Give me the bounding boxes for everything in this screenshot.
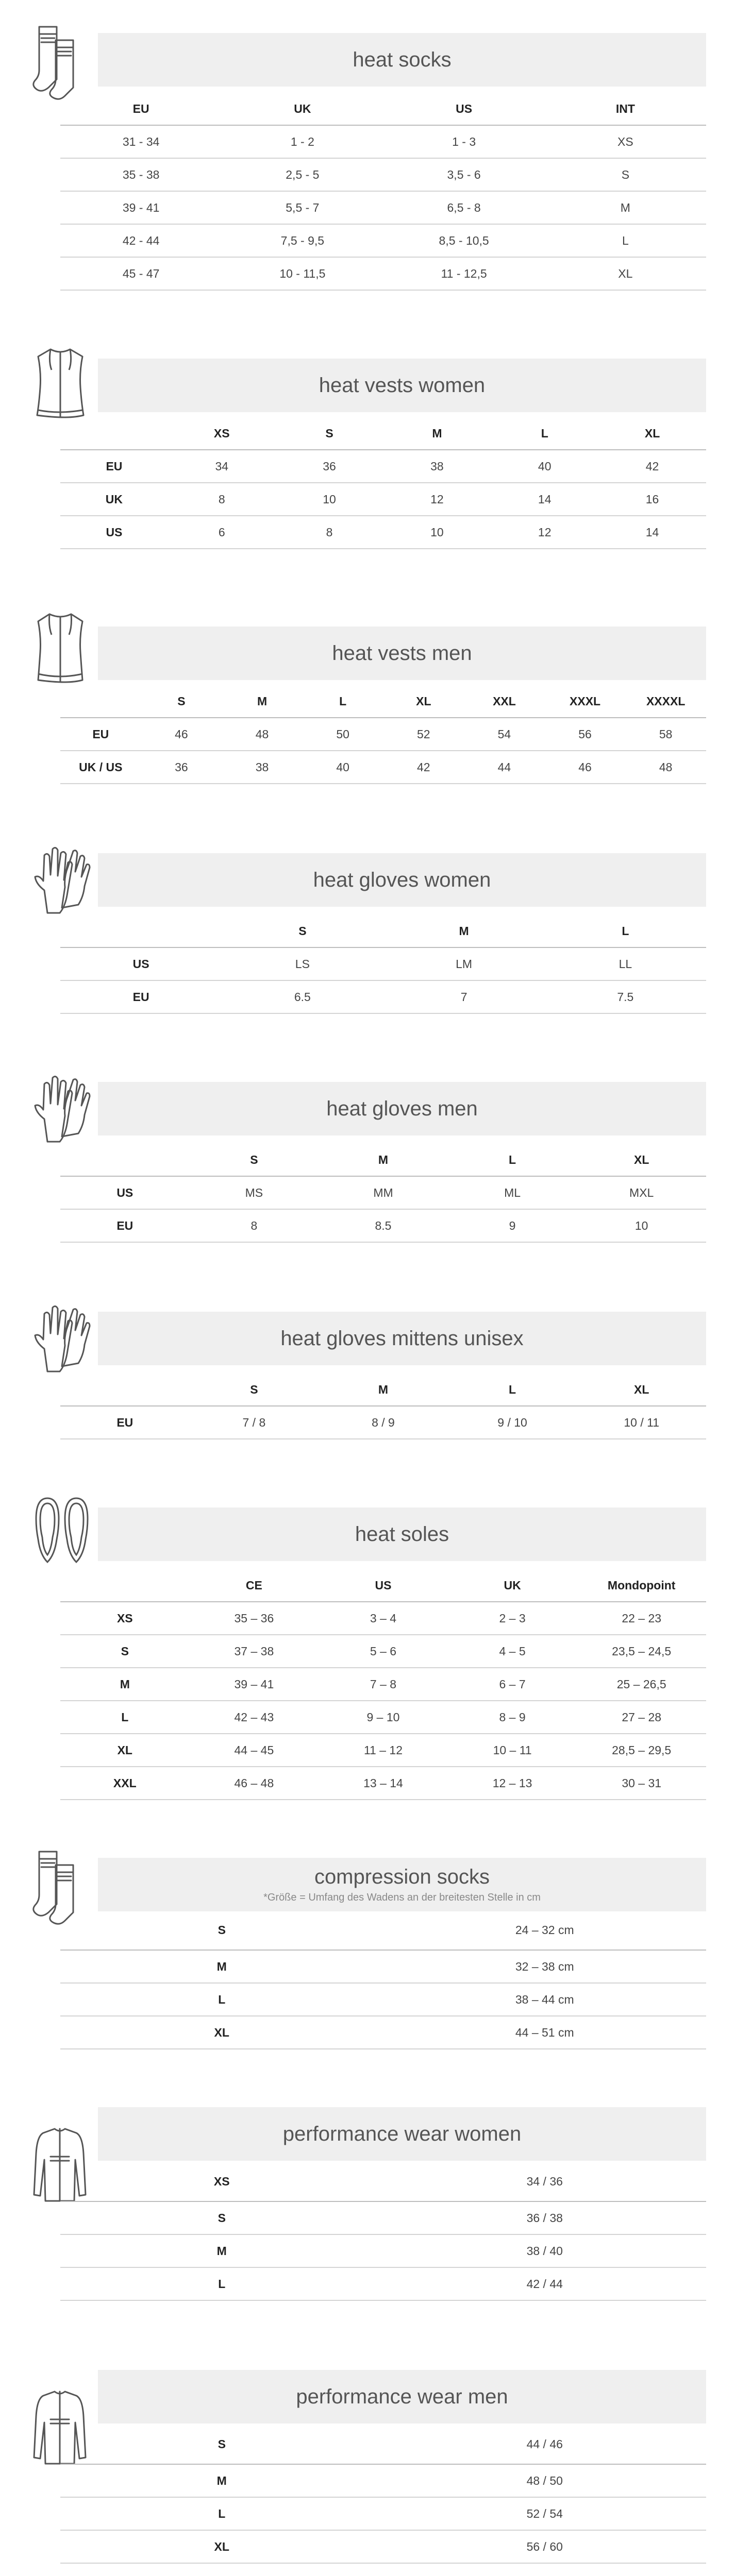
column-header: XXL [493,694,516,708]
column-header: M [378,1153,389,1166]
table-row [60,2267,706,2300]
table-cell: 56 [578,727,592,741]
section-title: heat soles [355,1523,449,1546]
table-row [60,1734,706,1767]
table-cell: 16 [645,492,659,506]
table-cell: 8.5 [375,1218,392,1232]
table-cell: 12 [538,525,552,539]
table-row [60,257,706,290]
table-row [60,1406,706,1439]
column-header [60,417,168,450]
column-header: XL [633,1382,649,1396]
size-table [60,1910,706,2049]
row-label: S [121,1644,129,1658]
table-cell: 52 [417,727,430,741]
row-label: L [218,2277,226,2291]
table-header-row [60,685,706,718]
table-cell: 4 – 5 [499,1644,526,1658]
row-label: EU [106,459,123,473]
table-cell: XS [617,134,633,148]
gloves-icon [32,841,94,918]
column-header: M [459,924,469,938]
table-header-row [60,93,706,125]
table-cell: 9 / 10 [497,1415,527,1429]
table-cell: 8 [250,1218,258,1232]
table-cell: 46 [175,727,188,741]
section-title-banner [98,626,706,680]
table-cell: 7 [460,990,467,1004]
section-heat-socks [0,0,752,319]
column-header [60,685,141,718]
section-title: heat vests men [332,642,472,665]
size-table [60,1144,706,1243]
section-title: heat socks [353,48,452,71]
column-header: XXXL [570,694,601,708]
table-row [60,980,706,1013]
table-cell: 10 – 11 [493,1743,532,1757]
column-header: INT [615,101,635,115]
row-label: EU [116,1218,133,1232]
row-label: M [216,2244,227,2258]
table-cell: 2,5 - 5 [286,167,320,181]
column-header: M [378,1382,389,1396]
table-cell: 38 [255,760,269,774]
table-cell: 27 – 28 [622,1710,662,1724]
table-cell: 23,5 – 24,5 [612,1644,672,1658]
table-row [60,1910,706,1950]
column-header: XL [644,426,660,440]
table-row [60,1983,706,2016]
column-header: UK [504,1578,521,1592]
table-row [60,2016,706,2049]
table-row [60,158,706,191]
row-label: EU [116,1415,133,1429]
table-cell: 12 – 13 [492,1776,532,1790]
table-cell: 6.5 [294,990,311,1004]
size-table [60,685,706,784]
table-cell: 50 [336,727,349,741]
table-cell: 38 [430,459,444,473]
column-header: Mondopoint [607,1578,676,1592]
table-cell: 25 – 26,5 [616,1677,666,1691]
table-cell: 54 [497,727,511,741]
row-label: EU [92,727,109,741]
table-row [60,2162,706,2201]
column-header: S [298,924,307,938]
table-cell: 6,5 - 8 [447,200,481,214]
table-cell: S [621,167,630,181]
row-label: XS [213,2174,230,2188]
section-title-banner [98,1507,706,1561]
section-title-banner [98,2107,706,2161]
table-cell: LM [456,957,473,971]
column-header [60,1374,190,1406]
table-header-row [60,1569,706,1602]
column-header: US [375,1578,392,1592]
section-title-banner [98,359,706,412]
section-heat-gloves-mittens-unisex [0,1273,752,1448]
section-heat-vests-men [0,587,752,804]
size-table [60,2425,706,2564]
row-label: L [121,1710,129,1724]
row-label: L [218,2506,226,2520]
table-header-row [60,417,706,450]
row-label: US [132,957,149,971]
table-cell: 8 [326,525,333,539]
table-cell: ML [504,1185,521,1199]
table-cell: 42 / 44 [526,2277,563,2291]
table-cell: 34 / 36 [526,2174,563,2188]
table-cell: M [620,200,630,214]
table-cell: 22 – 23 [622,1611,662,1625]
column-header: EU [132,101,149,115]
table-cell: MS [245,1185,263,1199]
table-row [60,751,706,784]
section-title: heat gloves women [313,869,491,891]
row-label: M [216,2473,227,2487]
column-header: CE [245,1578,262,1592]
table-cell: 37 – 38 [234,1644,274,1658]
section-heat-soles [0,1468,752,1808]
table-cell: 40 [336,760,349,774]
row-label: XL [117,1743,132,1757]
table-cell: 1 - 3 [452,134,476,148]
table-cell: 10 [323,492,336,506]
table-cell: 1 - 2 [290,134,314,148]
table-cell: 10 [634,1218,648,1232]
table-row [60,2425,706,2464]
table-cell: 52 / 54 [526,2506,563,2520]
section-title: heat vests women [319,374,486,397]
table-cell: 48 / 50 [526,2473,563,2487]
table-cell: 2 – 3 [499,1611,526,1625]
table-cell: XL [618,266,633,280]
table-cell: 42 [645,459,659,473]
table-cell: 24 – 32 cm [515,1923,574,1937]
table-cell: 12 [430,492,444,506]
table-row [60,1701,706,1734]
table-cell: 46 – 48 [234,1776,274,1790]
table-cell: 3,5 - 6 [447,167,481,181]
table-row [60,450,706,483]
row-label: XXL [113,1776,137,1790]
table-cell: 8 [218,492,225,506]
table-cell: MXL [629,1185,654,1199]
table-cell: 3 – 4 [370,1611,397,1625]
column-header: L [622,924,629,938]
table-row [60,1602,706,1635]
row-label: US [106,525,123,539]
row-label: UK / US [79,760,123,774]
table-cell: 44 – 45 [234,1743,274,1757]
column-header: XS [213,426,230,440]
row-label: XL [214,2025,229,2039]
table-cell: LS [295,957,310,971]
row-label: S [218,2437,226,2451]
section-title: heat gloves men [326,1097,478,1120]
section-performance-wear-women [0,2092,752,2339]
table-row [60,2464,706,2497]
table-cell: 39 - 41 [122,200,160,214]
section-title: performance wear women [282,2123,522,2145]
table-cell: 35 - 38 [122,167,160,181]
column-header: XL [633,1153,649,1166]
table-row [60,1668,706,1701]
table-cell: 9 – 10 [366,1710,400,1724]
table-cell: 13 – 14 [363,1776,403,1790]
table-cell: 38 – 44 cm [515,1992,574,2006]
column-header [60,1569,190,1602]
table-cell: 39 – 41 [234,1677,274,1691]
section-title-banner [98,2370,706,2424]
row-label: M [216,1959,227,1973]
table-cell: 8,5 - 10,5 [439,233,489,247]
column-header [60,915,222,947]
table-row [60,1209,706,1242]
table-cell: 31 - 34 [122,134,160,148]
section-title-banner [98,1312,706,1365]
section-subtitle: *Größe = Umfang des Wadens an der breitesten Stelle in cm [263,1892,541,1903]
column-header: L [339,694,347,708]
table-cell: 48 [255,727,269,741]
gloves-icon [32,1299,94,1377]
section-title-banner [98,1082,706,1136]
column-header: L [509,1153,516,1166]
table-cell: 30 – 31 [622,1776,662,1790]
row-label: S [218,2211,226,2225]
table-header-row [60,1144,706,1176]
table-row [60,947,706,980]
soles-icon [32,1495,94,1567]
table-cell: 35 – 36 [234,1611,274,1625]
table-row [60,516,706,549]
table-cell: 7 – 8 [370,1677,397,1691]
table-cell: 6 – 7 [499,1677,526,1691]
column-header [60,1144,190,1176]
table-cell: 10 - 11,5 [279,266,326,280]
table-row [60,1635,706,1668]
table-cell: 36 [175,760,188,774]
table-cell: 28,5 – 29,5 [612,1743,672,1757]
section-performance-wear-men [0,2354,752,2576]
table-cell: L [622,233,629,247]
column-header: S [250,1153,258,1166]
row-label: XL [214,2539,229,2553]
table-row [60,483,706,516]
table-row [60,224,706,257]
column-header: L [541,426,548,440]
vest-women-icon [32,345,89,422]
column-header: M [432,426,442,440]
table-row [60,1176,706,1209]
size-table [60,417,706,549]
section-heat-vests-women [0,325,752,562]
table-row [60,2201,706,2234]
table-row [60,718,706,751]
table-cell: 36 [323,459,336,473]
table-cell: 34 [215,459,229,473]
section-heat-gloves-men [0,1043,752,1259]
row-label: XS [116,1611,133,1625]
size-table [60,2162,706,2301]
table-cell: 40 [538,459,552,473]
table-header-row [60,915,706,947]
table-cell: 46 [578,760,592,774]
size-table [60,1569,706,1800]
column-header: S [177,694,186,708]
column-header: XXXXL [646,694,686,708]
table-cell: MM [373,1185,393,1199]
section-title-banner [98,33,706,87]
column-header: S [325,426,333,440]
column-header: US [456,101,473,115]
table-cell: 6 [218,525,225,539]
table-cell: 9 [509,1218,516,1232]
table-cell: 10 [430,525,444,539]
section-title: compression socks [314,1866,490,1888]
table-row [60,1767,706,1800]
table-cell: 11 - 12,5 [441,266,487,280]
table-cell: 11 – 12 [363,1743,403,1757]
table-row [60,2234,706,2267]
gloves-icon [32,1070,94,1147]
column-header: XL [416,694,431,708]
section-heat-gloves-women [0,814,752,1030]
table-cell: 7,5 - 9,5 [280,233,325,247]
table-cell: 8 / 9 [372,1415,395,1429]
row-label: L [218,1992,226,2006]
size-table [60,915,706,1014]
table-cell: 42 [417,760,430,774]
column-header: UK [294,101,311,115]
table-cell: 32 – 38 cm [515,1959,574,1973]
table-cell: 44 [497,760,511,774]
section-title: performance wear men [296,2385,508,2408]
row-label: M [120,1677,130,1691]
table-row [60,1950,706,1983]
table-cell: 10 / 11 [624,1415,659,1429]
column-header: M [257,694,268,708]
size-table [60,1374,706,1439]
table-cell: 36 / 38 [526,2211,563,2225]
row-label: S [218,1923,226,1937]
table-cell: 42 – 43 [234,1710,274,1724]
table-cell: 5 – 6 [370,1644,397,1658]
table-cell: 14 [645,525,659,539]
table-cell: LL [619,957,632,971]
table-row [60,2497,706,2530]
table-cell: 8 – 9 [499,1710,526,1724]
column-header: L [509,1382,516,1396]
row-label: EU [132,990,149,1004]
row-label: US [116,1185,133,1199]
table-cell: 44 – 51 cm [515,2025,574,2039]
table-header-row [60,1374,706,1406]
row-label: UK [105,492,123,506]
table-cell: 42 - 44 [122,233,160,247]
vest-men-icon [32,610,89,687]
table-cell: 48 [659,760,673,774]
table-cell: 38 / 40 [526,2244,563,2258]
table-cell: 44 / 46 [526,2437,563,2451]
table-cell: 56 / 60 [526,2539,563,2553]
section-compression-socks [0,1824,752,2076]
section-title: heat gloves mittens unisex [280,1327,524,1350]
table-cell: 5,5 - 7 [286,200,320,214]
table-row [60,125,706,158]
section-title-banner [98,1858,706,1911]
socks-icon [32,23,89,100]
column-header: S [250,1382,258,1396]
table-cell: 7.5 [617,990,634,1004]
table-cell: 45 - 47 [122,266,160,280]
size-table [60,93,706,291]
section-title-banner [98,853,706,907]
table-row [60,2530,706,2563]
table-cell: 7 / 8 [242,1415,266,1429]
table-cell: 14 [538,492,552,506]
table-row [60,191,706,224]
table-cell: 58 [659,727,673,741]
